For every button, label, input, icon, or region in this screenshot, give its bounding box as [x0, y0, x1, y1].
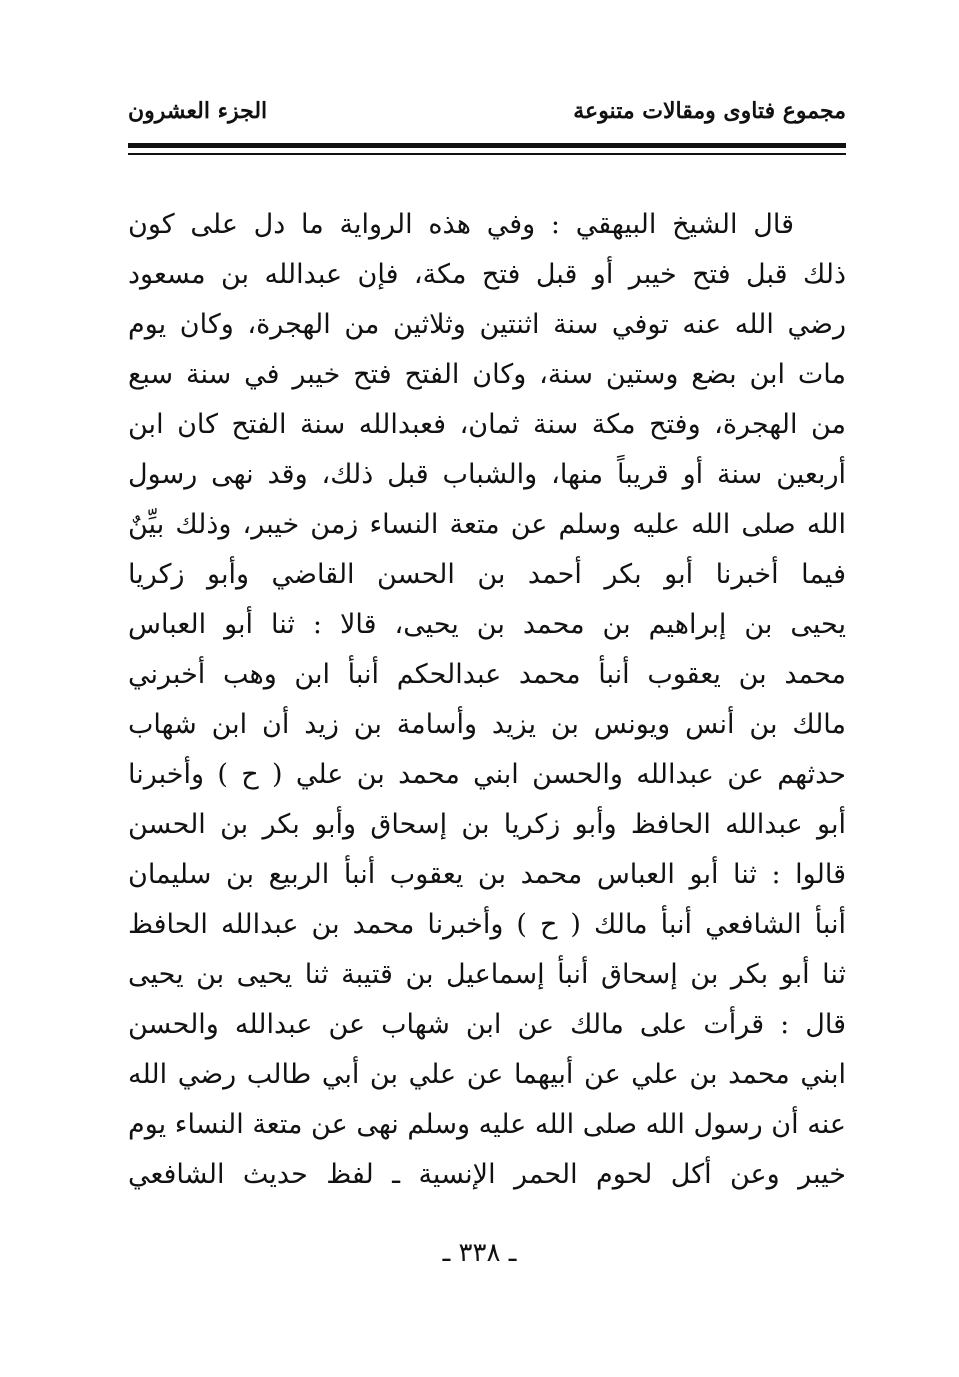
body-line: مالك بن أنس ويونس بن يزيد وأسامة بن زيد أن ابن شهاب [128, 709, 846, 740]
body-line: قال الشيخ البيهقي : وفي هذه الرواية ما دل على كون [128, 209, 794, 240]
body-line: رضي الله عنه توفي سنة اثنتين وثلاثين من الهجرة، وكان يوم [128, 309, 846, 340]
header-rule-thick [128, 143, 846, 148]
page-number: ـ ٣٣٨ ـ [442, 1238, 517, 1268]
header-rule-thin [128, 153, 846, 155]
body-line: أبو عبدالله الحافظ وأبو زكريا بن إسحاق وأبو بكر بن الحسن [128, 809, 846, 840]
book-title: مجموع فتاوى ومقالات متنوعة [573, 98, 846, 124]
body-line: ثنا أبو بكر بن إسحاق أنبأ إسماعيل بن قتيبة ثنا يحيى بن يحيى [128, 959, 846, 990]
running-header [128, 98, 846, 134]
body-line: ذلك قبل فتح خيبر أو قبل فتح مكة، فإن عبدالله بن مسعود [128, 259, 846, 290]
body-text [128, 200, 846, 1200]
body-line: مات ابن بضع وستين سنة، وكان الفتح فتح خيبر في سنة سبع [128, 359, 846, 390]
body-line: محمد بن يعقوب أنبأ محمد عبدالحكم أنبأ ابن وهب أخبرني [128, 659, 846, 690]
body-line: يحيى بن إبراهيم بن محمد بن يحيى، قالا : ثنا أبو العباس [128, 609, 846, 640]
body-line: أربعين سنة أو قريباً منها، والشباب قبل ذلك، وقد نهى رسول [128, 459, 846, 490]
body-line: الله صلى الله عليه وسلم عن متعة النساء زمن خيبر، وذلك بيِّنٌ [128, 509, 846, 540]
body-line: فيما أخبرنا أبو بكر أحمد بن الحسن القاضي وأبو زكريا [128, 559, 846, 590]
body-line: من الهجرة، وفتح مكة سنة ثمان، فعبدالله سنة الفتح كان ابن [128, 409, 846, 440]
body-line: قالوا : ثنا أبو العباس محمد بن يعقوب أنبأ الربيع بن سليمان [128, 859, 846, 890]
body-line: عنه أن رسول الله صلى الله عليه وسلم نهى عن متعة النساء يوم [128, 1109, 846, 1140]
volume-title: الجزء العشرون [128, 98, 268, 124]
body-line: قال : قرأت على مالك عن ابن شهاب عن عبدالله والحسن [128, 1009, 846, 1040]
body-line: أنبأ الشافعي أنبأ مالك ( ح ) وأخبرنا محمد بن عبدالله الحافظ [128, 909, 846, 940]
body-line: خيبر وعن أكل لحوم الحمر الإنسية ـ لفظ حديث الشافعي [128, 1159, 846, 1190]
body-line: حدثهم عن عبدالله والحسن ابني محمد بن علي ( ح ) وأخبرنا [128, 759, 846, 790]
body-line: ابني محمد بن علي عن أبيهما عن علي بن أبي طالب رضي الله [128, 1059, 846, 1090]
